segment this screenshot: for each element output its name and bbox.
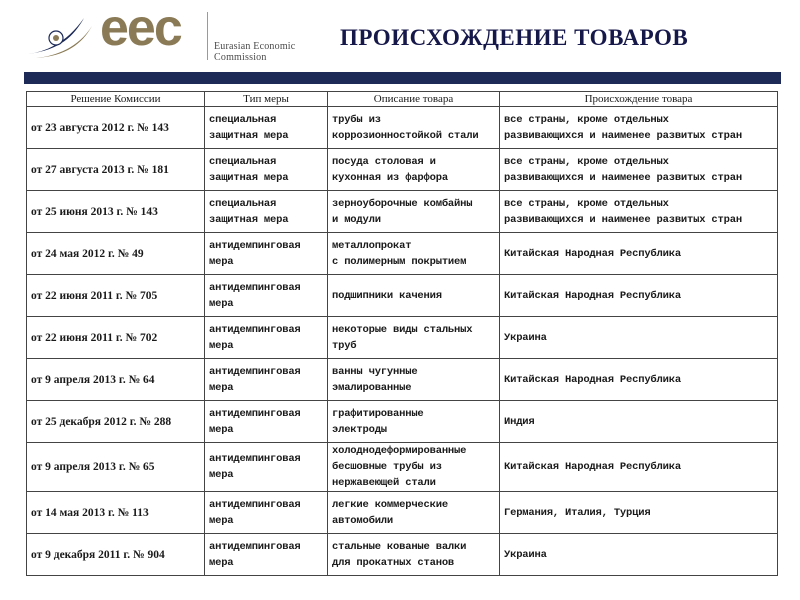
measure-cell: антидемпинговая мера	[205, 443, 328, 492]
origin-cell: Китайская Народная Республика	[500, 233, 778, 275]
column-header-description: Описание товара	[328, 92, 500, 107]
measure-cell: антидемпинговая мера	[205, 492, 328, 534]
measure-cell: антидемпинговая мера	[205, 317, 328, 359]
measure-cell: антидемпинговая мера	[205, 401, 328, 443]
origin-cell: Китайская Народная Республика	[500, 275, 778, 317]
origin-cell: Украина	[500, 534, 778, 576]
table-body	[27, 107, 778, 576]
table-row	[27, 233, 778, 275]
origin-table	[26, 91, 778, 576]
table-header-row	[27, 92, 778, 107]
logo-wordmark: eec	[100, 0, 181, 57]
origin-cell: Индия	[500, 401, 778, 443]
column-header-decision: Решение Комиссии	[27, 92, 205, 107]
origin-cell: Германия, Италия, Турция	[500, 492, 778, 534]
decision-cell: от 22 июня 2011 г. № 702	[27, 317, 205, 359]
measure-cell: специальная защитная мера	[205, 191, 328, 233]
description-cell: графитированные электроды	[328, 401, 500, 443]
decision-cell: от 24 мая 2012 г. № 49	[27, 233, 205, 275]
table-row	[27, 317, 778, 359]
origin-cell: все страны, кроме отдельных развивающихся и наименее развитых стран	[500, 191, 778, 233]
decision-cell: от 14 мая 2013 г. № 113	[27, 492, 205, 534]
description-cell: металлопрокат с полимерным покрытием	[328, 233, 500, 275]
measure-cell: специальная защитная мера	[205, 107, 328, 149]
origin-cell: Китайская Народная Республика	[500, 443, 778, 492]
description-cell: стальные кованые валки для прокатных станов	[328, 534, 500, 576]
page-title: ПРОИСХОЖДЕНИЕ ТОВАРОВ	[340, 25, 689, 50]
description-cell: посуда столовая и кухонная из фарфора	[328, 149, 500, 191]
logo-divider	[207, 12, 208, 60]
decision-cell: от 9 апреля 2013 г. № 65	[27, 443, 205, 492]
decision-cell: от 25 июня 2013 г. № 143	[27, 191, 205, 233]
logo-caption-line2: Commission	[214, 52, 267, 63]
header	[0, 0, 800, 70]
measure-cell: антидемпинговая мера	[205, 534, 328, 576]
measure-cell: антидемпинговая мера	[205, 359, 328, 401]
eec-emblem-icon	[26, 14, 94, 60]
decision-cell: от 22 июня 2011 г. № 705	[27, 275, 205, 317]
description-cell: ванны чугунные эмалированные	[328, 359, 500, 401]
table-row	[27, 191, 778, 233]
table-row	[27, 107, 778, 149]
table-row	[27, 359, 778, 401]
table-row	[27, 401, 778, 443]
description-cell: легкие коммерческие автомобили	[328, 492, 500, 534]
table-row	[27, 443, 778, 492]
logo-caption	[214, 41, 295, 63]
origin-cell: все страны, кроме отдельных развивающихся и наименее развитых стран	[500, 107, 778, 149]
table-row	[27, 492, 778, 534]
description-cell: зерноуборочные комбайны и модули	[328, 191, 500, 233]
decision-cell: от 25 декабря 2012 г. № 288	[27, 401, 205, 443]
origin-cell: Китайская Народная Республика	[500, 359, 778, 401]
description-cell: трубы из коррозионностойкой стали	[328, 107, 500, 149]
decision-cell: от 9 апреля 2013 г. № 64	[27, 359, 205, 401]
measure-cell: антидемпинговая мера	[205, 233, 328, 275]
measure-cell: специальная защитная мера	[205, 149, 328, 191]
header-band	[24, 72, 781, 84]
description-cell: подшипники качения	[328, 275, 500, 317]
origin-cell: Украина	[500, 317, 778, 359]
decision-cell: от 27 августа 2013 г. № 181	[27, 149, 205, 191]
table-row	[27, 534, 778, 576]
column-header-measure: Тип меры	[205, 92, 328, 107]
description-cell: некоторые виды стальных труб	[328, 317, 500, 359]
description-cell: холоднодеформированные бесшовные трубы из нержавеющей стали	[328, 443, 500, 492]
decision-cell: от 9 декабря 2011 г. № 904	[27, 534, 205, 576]
table-row	[27, 275, 778, 317]
column-header-origin: Происхождение товара	[500, 92, 778, 107]
origin-cell: все страны, кроме отдельных развивающихся и наименее развитых стран	[500, 149, 778, 191]
decision-cell: от 23 августа 2012 г. № 143	[27, 107, 205, 149]
logo-caption-line1: Eurasian Economic	[214, 41, 296, 52]
measure-cell: антидемпинговая мера	[205, 275, 328, 317]
table-row	[27, 149, 778, 191]
